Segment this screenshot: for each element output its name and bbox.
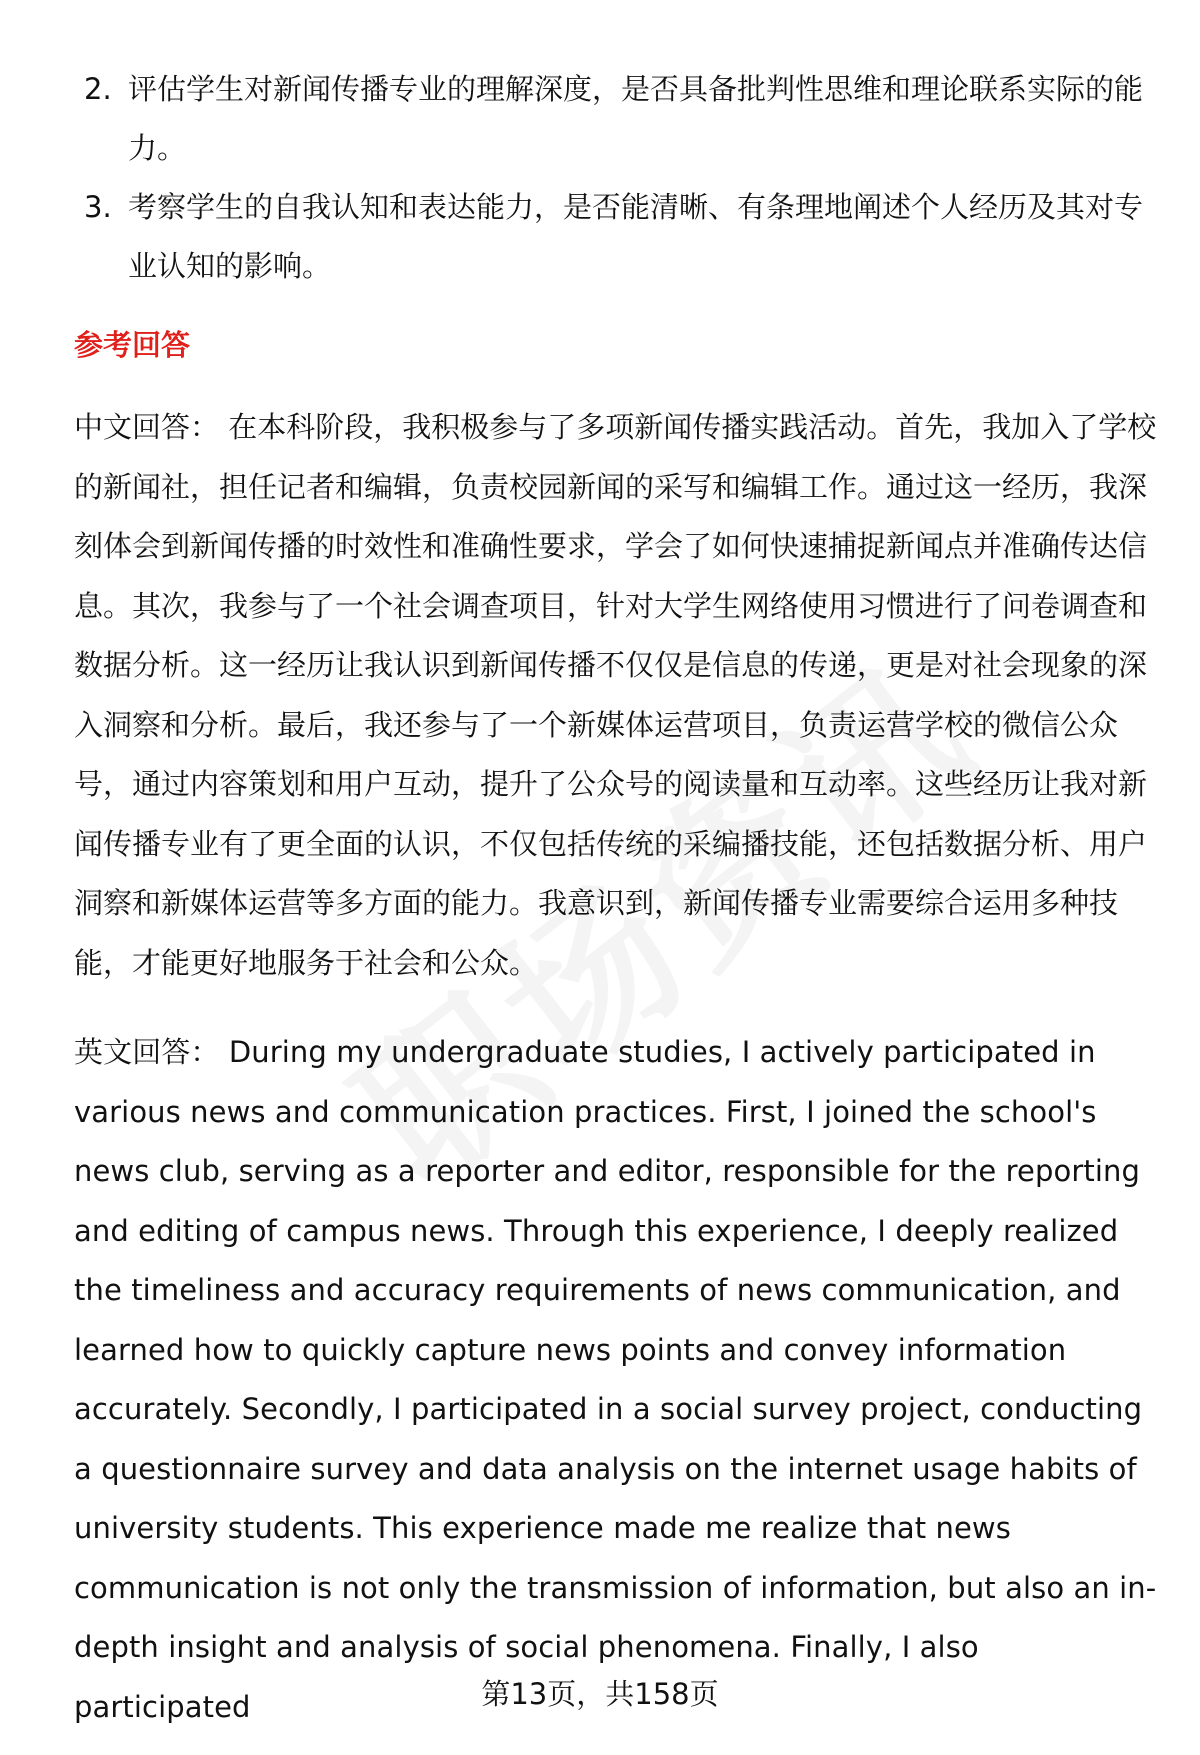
chinese-answer-paragraph	[74, 398, 1164, 993]
criteria-list	[74, 60, 1154, 296]
chinese-answer-text: 在本科阶段，我积极参与了多项新闻传播实践活动。首先，我加入了学校的新闻社，担任记者和编辑，负责校园新闻的采写和编辑工作。通过这一经历，我深刻体会到新闻传播的时效性和准确性要求，学会了如何快速捕捉新闻点并准确传达信息。其次，我参与了一个社会调查项目，针对大学生网络使用习惯进行了问卷调查和数据分析。这一经历让我认识到新闻传播不仅仅是信息的传递，更是对社会现象的深入洞察和分析。最后，我还参与了一个新媒体运营项目，负责运营学校的微信公众号，通过内容策划和用户互动，提升了公众号的阅读量和互动率。这些经历让我对新闻传播专业有了更全面的认识，不仅包括传统的采编播技能，还包括数据分析、用户洞察和新媒体运营等多方面的能力。我意识到，新闻传播专业需要综合运用多种技能，才能更好地服务于社会和公众。	[74, 410, 1157, 980]
list-item	[74, 60, 1154, 178]
english-answer-paragraph	[74, 1023, 1164, 1737]
list-item	[74, 178, 1154, 296]
page-number-footer: 第13页，共158页	[481, 1677, 719, 1711]
list-item-number: 2.	[84, 72, 112, 106]
chinese-answer-label: 中文回答：	[74, 410, 220, 444]
english-answer-text: During my undergraduate studies, I actively participated in various news and communication practices. First, I joined the school's news club, serving as a reporter and editor, responsible for the reporting and editing of campus news. Through this experience, I deeply realized the timeliness and accuracy requirements of news communication, and learned how to quickly capture news points and convey information accurately. Secondly, I participated in a social survey project, conducting a questionnaire survey and data analysis on the internet usage habits of university students. This experience made me realize that news communication is not only the transmission of information, but also an in-depth insight and analysis of social phenomena. Finally, I also participated	[74, 1035, 1157, 1724]
english-answer-label: 英文回答：	[74, 1035, 220, 1069]
list-item-text: 考察学生的自我认知和表达能力，是否能清晰、有条理地阐述个人经历及其对专业认知的影响。	[128, 190, 1144, 283]
list-item-number: 3.	[84, 190, 112, 224]
reference-answer-heading: 参考回答	[74, 328, 191, 362]
list-item-text: 评估学生对新闻传播专业的理解深度，是否具备批判性思维和理论联系实际的能力。	[128, 72, 1144, 165]
